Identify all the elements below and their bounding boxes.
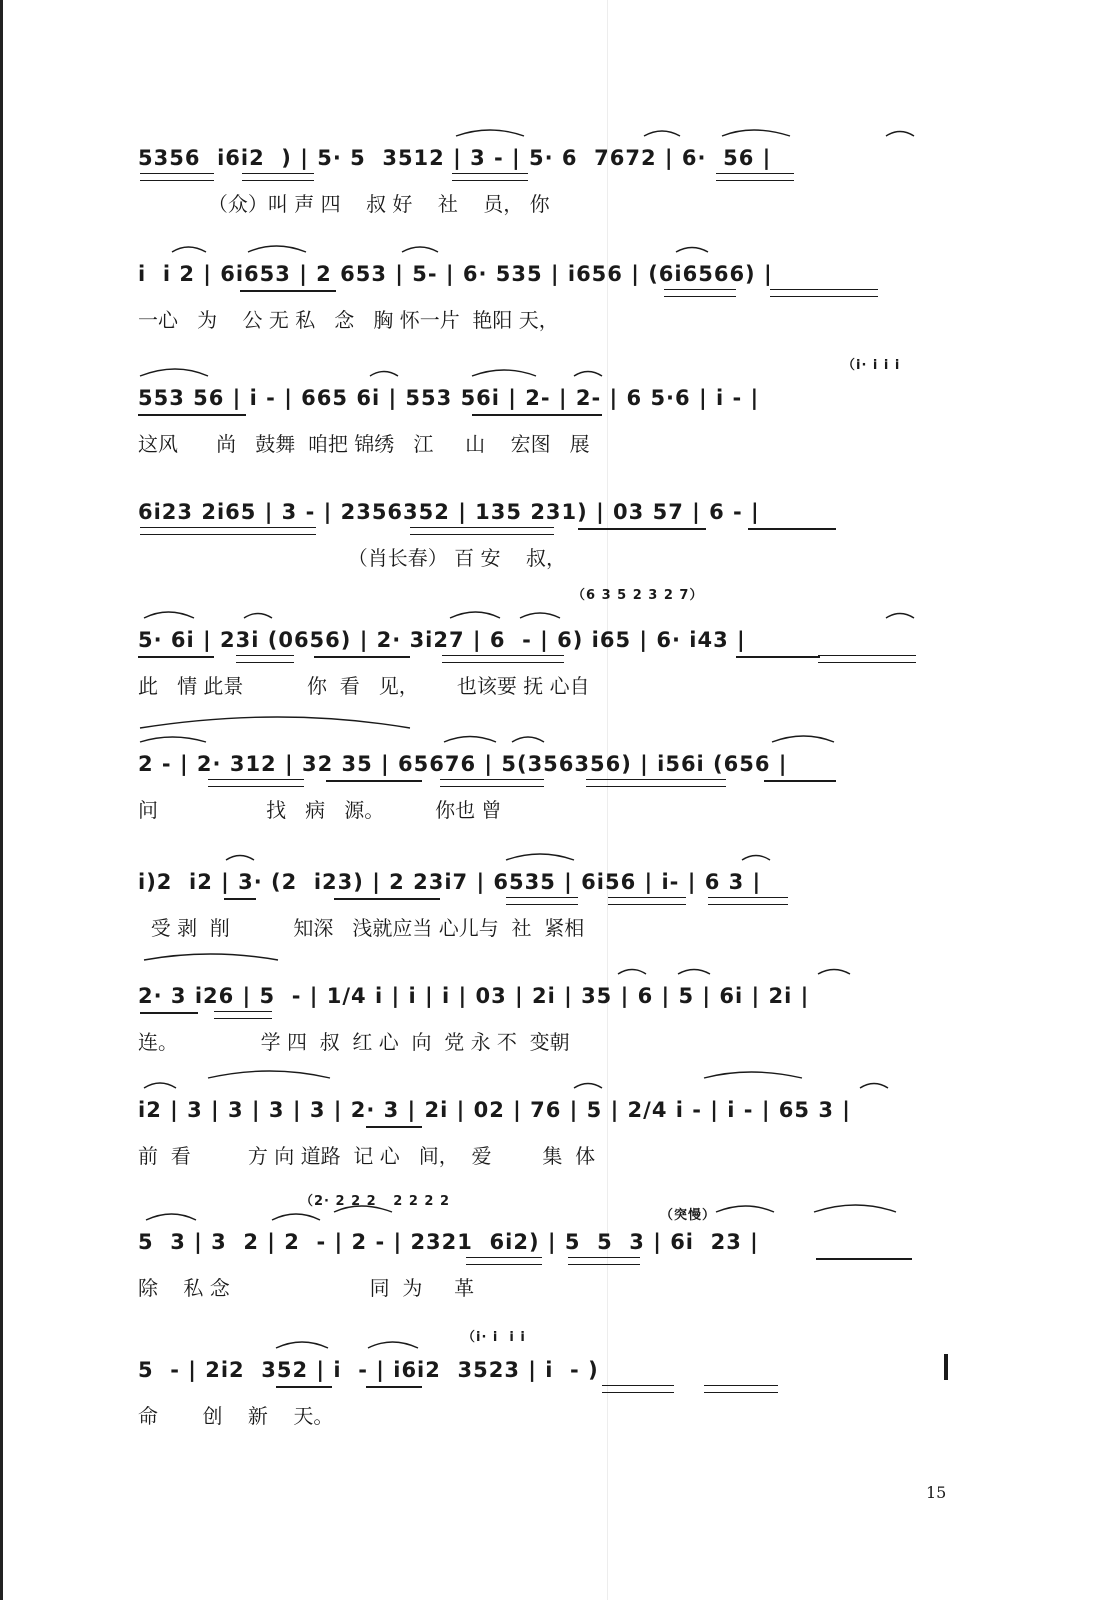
ossia-note: （6 3 5 2 3 2 7）: [572, 588, 704, 603]
beam-line: [816, 1258, 912, 1260]
lyrics-line: （众）叫 声 四 叔 好 社 员， 你: [138, 192, 550, 216]
beam-line: [334, 898, 440, 900]
beam-line: [506, 897, 578, 905]
beam-line: [664, 289, 736, 297]
beam-line: [608, 897, 686, 905]
beam-line: [452, 173, 528, 181]
beam-line: [748, 528, 836, 530]
notation-line: 2· 3 i26 | 5 - | 1/4 i | i | i | 03 | 2i | 35 | 6 | 5 | 6i | 2i |: [138, 984, 810, 1008]
beam-line: [568, 1257, 640, 1265]
notation-line: i i 2 | 6i653 | 2 653 | 5- | 6· 535 | i656 | (6i6566) |: [138, 262, 773, 286]
beam-line: [366, 1386, 422, 1388]
ossia-note: （2· 2 2 2 2 2 2 2: [300, 1194, 451, 1209]
beam-line: [586, 779, 726, 787]
beam-line: [736, 656, 820, 658]
beam-line: [138, 656, 214, 658]
ossia-note: （i· i i i: [462, 1330, 526, 1345]
tempo-mark: （突慢）: [660, 1208, 717, 1223]
notation-line: i)2 i2 | 3· (2 i23) | 2 23i7 | 6535 | 6i56 | i- | 6 3 |: [138, 870, 762, 894]
ossia-note: （i· i i i: [842, 358, 901, 373]
beam-line: [138, 414, 246, 416]
beam-line: [276, 1386, 332, 1388]
notation-line: 5 3 | 3 2 | 2 - | 2 - | 2321 6i2) | 5 5 3 | 6i 23 |: [138, 1230, 759, 1254]
beam-line: [764, 780, 836, 782]
beam-line: [410, 527, 554, 535]
beam-line: [224, 898, 256, 900]
beam-line: [236, 655, 294, 663]
notation-line: 2 - | 2· 312 | 32 35 | 65676 | 5(356356) | i56i (656 |: [138, 752, 788, 776]
lyrics-line: 连。 学 四 叔 红 心 向 党 永 不 变朝: [138, 1030, 570, 1054]
beam-line: [366, 1126, 422, 1128]
beam-line: [140, 173, 214, 181]
lyrics-line: 除 私 念 同 为 革: [138, 1276, 475, 1300]
beam-line: [602, 1385, 674, 1393]
beam-line: [208, 779, 304, 787]
lyrics-line: 一心 为 公 无 私 念 胸 怀一片 艳阳 天，: [138, 308, 559, 332]
page-number: 15: [926, 1483, 947, 1502]
notation-line: 5 - | 2i2 352 | i - | i6i2 3523 | i - ): [138, 1358, 599, 1382]
notation-line: 5· 6i | 23i (0656) | 2· 3i27 | 6 - | 6) i65 | 6· i43 |: [138, 628, 746, 652]
lyrics-line: 此 情 此景 你 看 见， 也该要 抚 心自: [138, 674, 590, 698]
lyrics-line: 这风 尚 鼓舞 咱把 锦绣 江 山 宏图 展: [138, 432, 590, 456]
notation-line: 5356 i6i2 ) | 5· 5 3512 | 3 - | 5· 6 7672 | 6· 56 |: [138, 146, 772, 170]
beam-line: [472, 414, 602, 416]
beam-line: [442, 655, 564, 663]
beam-line: [466, 1257, 542, 1265]
beam-line: [140, 1012, 198, 1014]
lyrics-line: 前 看 方 向 道路 记 心 间， 爱 集 体: [138, 1144, 596, 1168]
beam-line: [704, 1385, 778, 1393]
beam-line: [240, 290, 336, 292]
notation-line: i2 | 3 | 3 | 3 | 3 | 2· 3 | 2i | 02 | 76 | 5 | 2/4 i - | i - | 65 3 |: [138, 1098, 851, 1122]
beam-line: [818, 655, 916, 663]
beam-line: [440, 779, 544, 787]
beam-line: [140, 527, 316, 535]
lyrics-line: 受 剥 削 知深 浅就应当 心儿与 社 紧相: [138, 916, 585, 940]
beam-line: [708, 897, 788, 905]
beam-line: [242, 173, 314, 181]
lyrics-line: 命 创 新 天。: [138, 1404, 334, 1428]
lyrics-line: 问 找 病 源。 你也 曾: [138, 798, 502, 822]
notation-line: 553 56 | i - | 665 6i | 553 56i | 2- | 2- | 6 5·6 | i - |: [138, 386, 760, 410]
lyrics-line: （肖长春） 百 安 叔，: [138, 546, 566, 570]
beam-line: [314, 656, 410, 658]
notation-line: 6i23 2i65 | 3 - | 2356352 | 135 231) | 03 57 | 6 - |: [138, 500, 760, 524]
beam-line: [326, 780, 422, 782]
beam-line: [716, 173, 794, 181]
beam-line: [578, 528, 706, 530]
beam-line: [214, 1011, 272, 1019]
beam-line: [770, 289, 878, 297]
final-barline: [944, 1354, 948, 1380]
